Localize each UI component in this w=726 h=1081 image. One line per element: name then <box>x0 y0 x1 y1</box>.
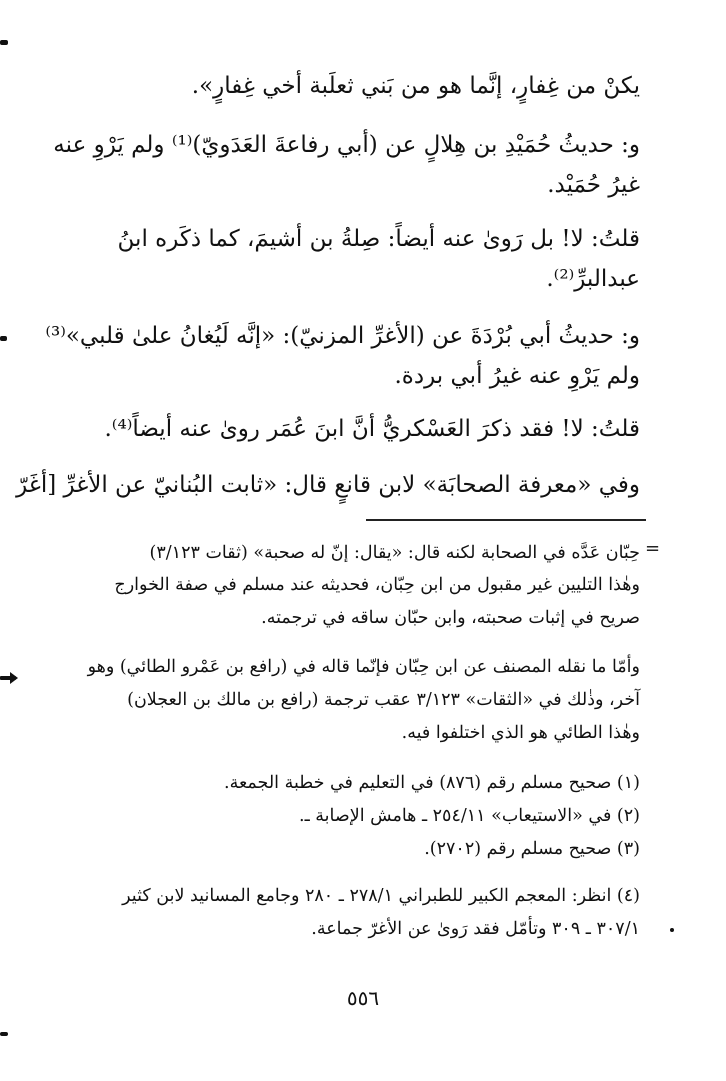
margin-dot <box>670 928 674 932</box>
main-text-line-5: عبدالبرِّ⁽²⁾. <box>546 266 640 292</box>
footnote-1: (١) صحيح مسلم رقم (٨٧٦) في التعليم في خطبة الجمعة. <box>224 773 640 793</box>
main-text-line-3: غيرُ حُمَيْد. <box>547 172 640 198</box>
footnote-2: (٢) في «الاستيعاب» ٢٥٤/١١ ـ هامش الإصابة ـ. <box>299 806 640 826</box>
main-text-line-6: و: حديثُ أبي بُرْدَةَ عن (الأغرِّ المزنيّ): «إنَّه لَيُغانُ علىٰ قلبي»⁽³⁾ <box>45 323 640 349</box>
footnote-3: (٣) صحيح مسلم رقم (٢٧٠٢). <box>424 839 640 859</box>
margin-mark <box>0 336 7 341</box>
footnote-continuation-line-6: وهٰذا الطائي هو الذي اختلفوا فيه. <box>401 723 640 743</box>
footnote-continuation-line-3: صريح في إثبات صحبته، وابن حبّان ساقه في ترجمته. <box>261 608 640 628</box>
main-text-line-2: و: حديثُ حُمَيْدِ بن هِلالٍ عن (أبي رفاعةَ العَدَويّ)⁽¹⁾ ولم يَرْوِ عنه <box>53 132 640 158</box>
margin-arrow-head <box>10 672 18 684</box>
margin-mark <box>0 40 8 45</box>
main-text-line-1: يكنْ من غِفارٍ، إنَّما هو من بَني ثعلَبة أخي غِفارٍ». <box>191 73 640 99</box>
footnote-separator <box>366 519 646 521</box>
footnote-continuation-line-2: وهٰذا التليين غير مقبول من ابن حِبّان، فحديثه عند مسلم في صفة الخوارج <box>114 575 640 595</box>
footnote-continuation-line-4: وأمّا ما نقله المصنف عن ابن حِبّان فإنّما قاله في (رافع بن عَمْرو الطائي) وهو <box>87 657 640 677</box>
footnote-4-line-2: ٣٠٧/١ ـ ٣٠٩ وتأمّل فقد رَوىٰ عن الأغرّ جماعة. <box>311 919 640 939</box>
footnote-continuation-mark: = <box>645 538 661 559</box>
main-text-line-4: قلتُ: لا! بل رَوىٰ عنه أيضاً: صِلةُ بن أشيمَ، كما ذكَره ابنُ <box>117 226 640 252</box>
margin-mark <box>0 1032 8 1036</box>
main-text-line-9: وفي «معرفة الصحابَة» لابن قانعٍ قال: «ثابت البُنانيّ عن الأغرِّ [أغَرّ <box>16 472 640 498</box>
footnote-continuation-line-1: حِبّان عَدَّه في الصحابة لكنه قال: «يقال: إنّ له صحبة» (ثقات ٣/١٢٣) <box>149 543 640 563</box>
main-text-line-8: قلتُ: لا! فقد ذكرَ العَسْكريُّ أنَّ ابنَ عُمَر روىٰ عنه أيضاً⁽⁴⁾. <box>104 416 640 442</box>
main-text-line-7: ولم يَرْوِ عنه غيرُ أبي بردة. <box>394 363 640 389</box>
footnote-4-line-1: (٤) انظر: المعجم الكبير للطبراني ٢٧٨/١ ـ ٢٨٠ وجامع المسانيد لابن كثير <box>122 886 640 906</box>
footnote-continuation-line-5: آخر، وذٰلك في «الثقات» ٣/١٢٣ عقب ترجمة (رافع بن مالك بن العجلان) <box>127 690 640 710</box>
page-number: ٥٥٦ <box>346 986 380 1010</box>
